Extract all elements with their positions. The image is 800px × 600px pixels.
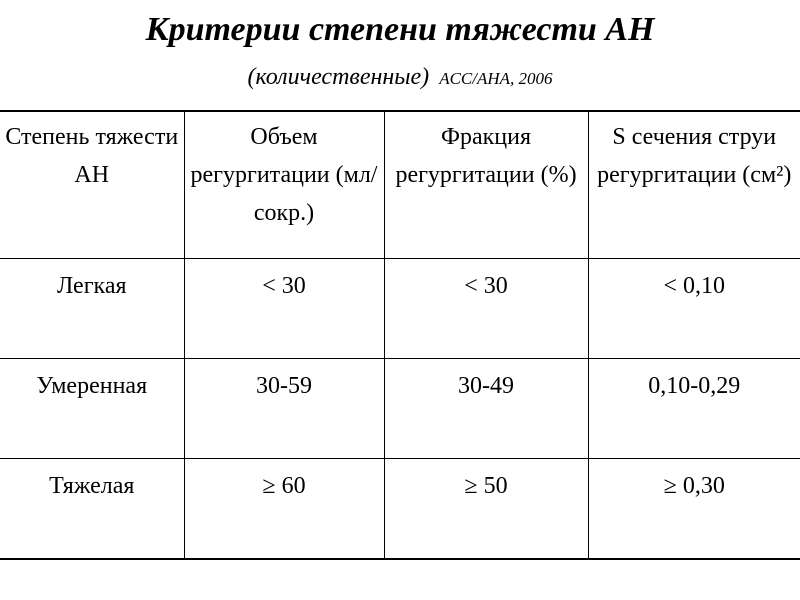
table-cell: ≥ 60 xyxy=(184,459,384,560)
table-cell: Умеренная xyxy=(0,359,184,459)
table-cell: Тяжелая xyxy=(0,459,184,560)
header-cell-regurgitant-fraction: Фракция регургитации (%) xyxy=(384,111,588,259)
slide-title: Критерии степени тяжести АН xyxy=(145,11,655,48)
table-header-row xyxy=(0,111,800,259)
slide-subtitle xyxy=(0,60,800,97)
table-row xyxy=(0,359,800,459)
subtitle-main: (количественные) xyxy=(247,64,430,90)
table-cell: 0,10-0,29 xyxy=(588,359,800,459)
table-cell: ≥ 50 xyxy=(384,459,588,560)
table-cell: ≥ 0,30 xyxy=(588,459,800,560)
severity-criteria-table xyxy=(0,110,800,560)
table-row xyxy=(0,459,800,560)
header-cell-regurgitant-volume: Объем регургитации (мл/сокр.) xyxy=(184,111,384,259)
table-cell: Легкая xyxy=(0,259,184,359)
table-cell: 30-59 xyxy=(184,359,384,459)
table-row xyxy=(0,259,800,359)
table-cell: < 30 xyxy=(384,259,588,359)
subtitle-source: ACC/AHA, 2006 xyxy=(439,69,553,88)
table-cell: < 30 xyxy=(184,259,384,359)
table-cell: < 0,10 xyxy=(588,259,800,359)
table-cell: 30-49 xyxy=(384,359,588,459)
header-cell-severity: Степень тяжести АН xyxy=(0,111,184,259)
header-cell-jet-area: S сечения струи регургитации (см²) xyxy=(588,111,800,259)
